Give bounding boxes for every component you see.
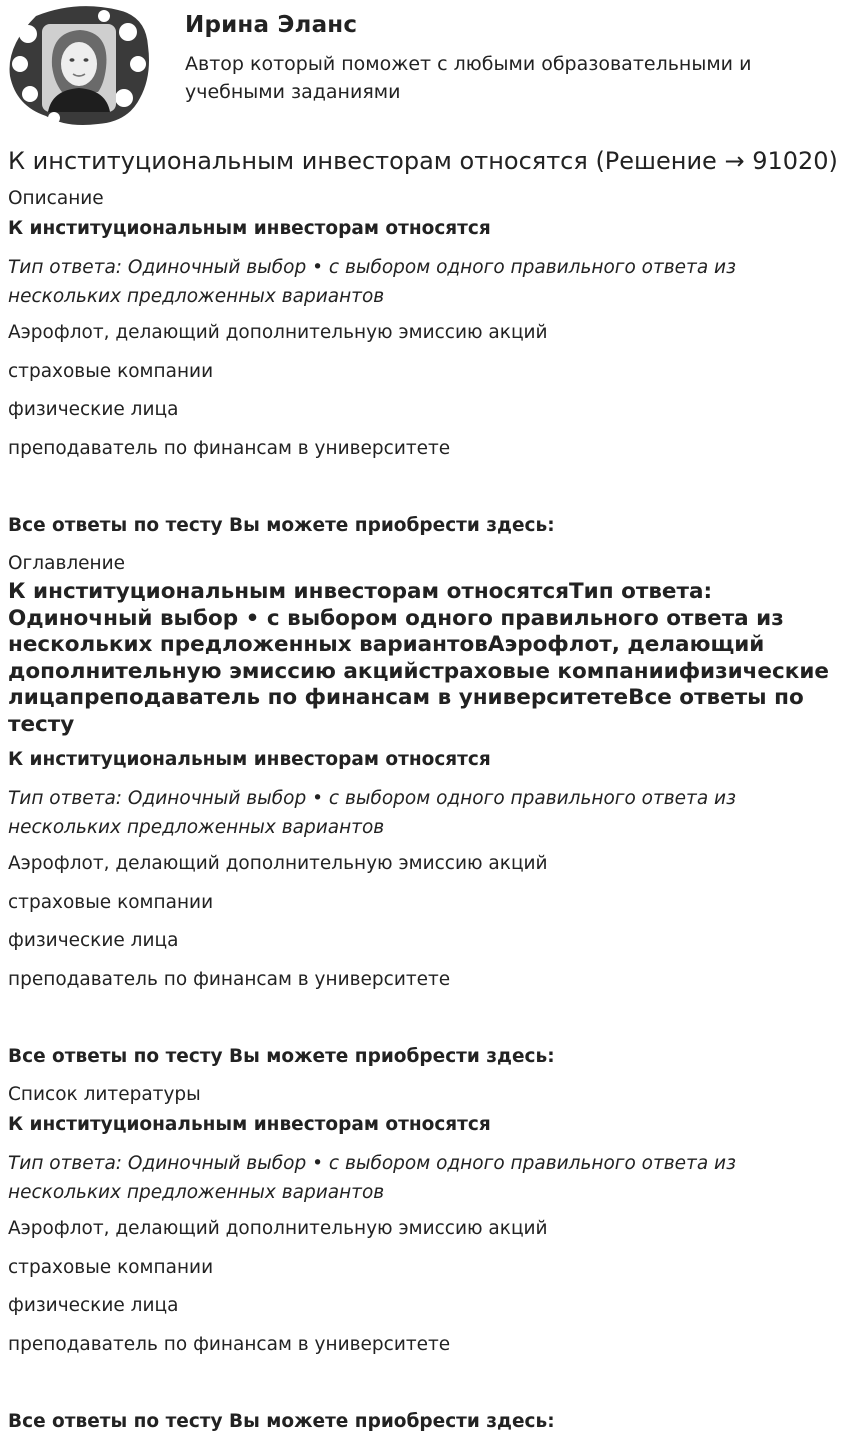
answer-type: Тип ответа: Одиночный выбор • с выбором одного правильного ответа из нескольких предложенных вариантов xyxy=(8,788,736,838)
answer-option: Аэрофлот, делающий дополнительную эмиссию акций xyxy=(8,1218,548,1239)
avatar xyxy=(6,6,152,128)
author-description: Автор который поможет с любыми образовательными и учебными заданиями xyxy=(185,53,752,103)
answer-option: страховые компании xyxy=(8,1257,214,1278)
answer-option: страховые компании xyxy=(8,892,214,913)
buy-answers-text: Все ответы по тесту Вы можете приобрести здесь: xyxy=(8,1046,555,1067)
avatar-film-frame-image xyxy=(6,6,152,128)
question-text: К институциональным инвесторам относятся xyxy=(8,218,491,239)
answer-option: физические лица xyxy=(8,399,179,420)
question-text: К институциональным инвесторам относятся xyxy=(8,749,491,770)
answer-option: преподаватель по финансам в университете xyxy=(8,1334,451,1355)
toc-heading: К институциональным инвесторам относятсяТип ответа: Одиночный выбор • с выбором одного правильного ответа из нескольких предложенных вариантовАэрофлот, делающий дополнительную эмиссию акцийстраховые компаниифизические лицапреподаватель по финансам в университетеВсе ответы по тесту xyxy=(8,579,829,737)
answer-type: Тип ответа: Одиночный выбор • с выбором одного правильного ответа из нескольких предложенных вариантов xyxy=(8,257,736,307)
buy-answers-text: Все ответы по тесту Вы можете приобрести здесь: xyxy=(8,515,555,536)
author-name: Ирина Эланс xyxy=(185,12,358,38)
answer-option: страховые компании xyxy=(8,361,214,382)
buy-answers-text: Все ответы по тесту Вы можете приобрести здесь: xyxy=(8,1411,555,1432)
page-title: К институциональным инвесторам относятся (Решение → 91020) xyxy=(8,147,838,175)
section-label-description: Описание xyxy=(8,188,104,209)
section-label-toc: Оглавление xyxy=(8,553,126,574)
answer-option: преподаватель по финансам в университете xyxy=(8,969,451,990)
author-header xyxy=(0,0,847,135)
answer-option: Аэрофлот, делающий дополнительную эмиссию акций xyxy=(8,322,548,343)
answer-option: физические лица xyxy=(8,930,179,951)
answer-type: Тип ответа: Одиночный выбор • с выбором одного правильного ответа из нескольких предложенных вариантов xyxy=(8,1153,736,1203)
question-text: К институциональным инвесторам относятся xyxy=(8,1114,491,1135)
answer-option: Аэрофлот, делающий дополнительную эмиссию акций xyxy=(8,853,548,874)
section-label-literature: Список литературы xyxy=(8,1084,201,1105)
answer-option: физические лица xyxy=(8,1295,179,1316)
answer-option: преподаватель по финансам в университете xyxy=(8,438,451,459)
